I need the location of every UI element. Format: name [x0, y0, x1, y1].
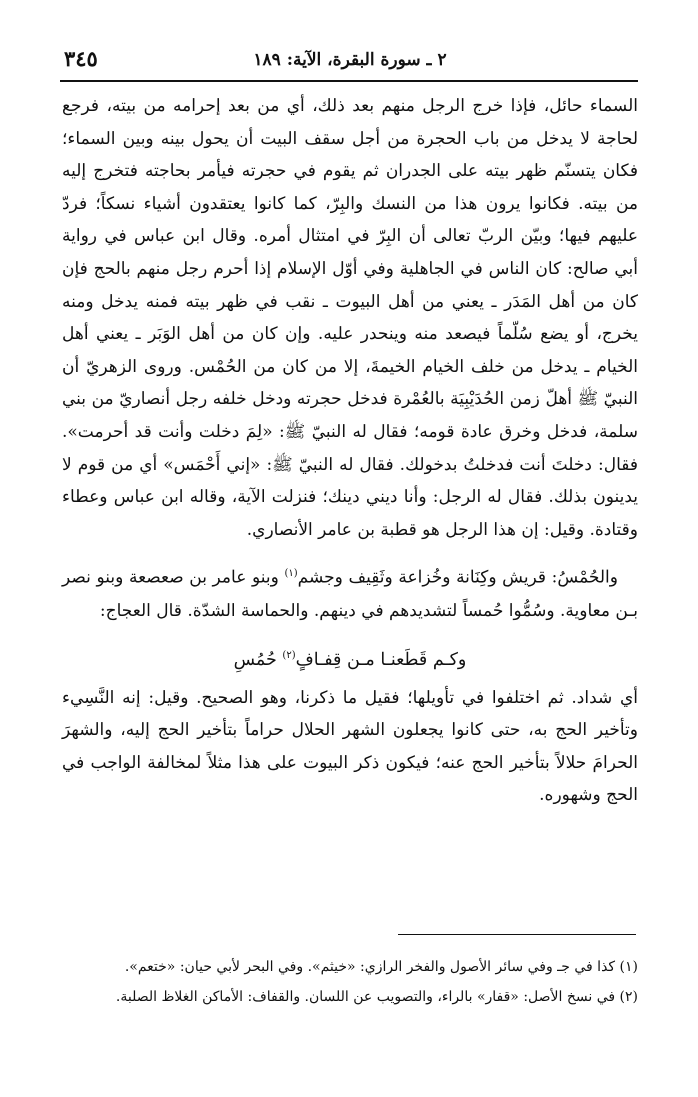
footnote-1: (١) كذا في جـ وفي سائر الأصول والفخر الرازي: «خيثم». وفي البحر لأبي حيان: «ختعم».	[124, 959, 638, 975]
footnote-separator	[398, 934, 636, 935]
paragraph-2-text-b: وبنو عامر بن صعصعة وبنو نصر بـن معاوية. وسُمُّوا حُمساً لتشديدهم في دينهم. والحماسة الشدّة. قال العجاج:	[62, 567, 638, 621]
footnote-marker-2: (٢)	[282, 650, 296, 662]
page-header	[64, 44, 636, 74]
page-number: ٣٤٥	[64, 46, 98, 71]
footnote-2: (٢) في نسخ الأصل: «قفار» بالراء، والتصويب عن اللسان. والقفاف: الأماكن الغلاظ الصلبة.	[115, 989, 638, 1005]
paragraph-2-text-a: والحُمْسُ: قريش وكِنَانة وخُزاعة وثَقِيف وجشم	[297, 567, 618, 588]
poetry-verse	[62, 640, 638, 676]
paragraph-2	[62, 558, 638, 627]
main-text	[62, 90, 638, 812]
footnote-marker-1: (١)	[284, 568, 298, 580]
verse-text-a: وكـم قَطَعنـا مـن قِفـافٍ	[295, 649, 467, 670]
paragraph-3: أي شداد. ثم اختلفوا في تأويلها؛ فقيل ما ذكرنا، وهو الصحيح. وقيل: إنه النَّسِيء وتأخير الحج به، حتى كانوا يجعلون الشهر الحلال حراماً بتأخير الحج إليه، والشهرَ الحرامَ حلالاً بتأخير الحج عنه؛ فيكون ذكر البيوت على هذا مثلاً لمخالفة الواجب في الحج وشهوره.	[62, 687, 638, 806]
paragraph-1: السماء حائل، فإذا خرج الرجل منهم بعد ذلك، أي من بعد إحرامه من بيته، فرجع لحاجة لا يدخل من باب الحجرة من أجل سقف البيت أن يحول بينه وبين السماء؛ فكان يتسنّم ظهر بيته على الجدران ثم يقوم في حجرته فيأمر بحاجته فتخرج إليه من بيته. فكانوا يرون هذا من النسك والبِرّ، كما كانوا يعتقدون أشياء نسكاً؛ فردّ عليهم فيها؛ وبيّن الربّ تعالى أن البِرّ في امتثال أمره. وقال ابن عباس في رواية أبي صالح: كان الناس في الجاهلية وفي أوّل الإسلام إذا أحرم رجل منهم بالحج فإن كان من أهل المَدَر ـ يعني من أهل البيوت ـ نقب في ظهر بيته فمنه يدخل ومنه يخرج، أو يضع سُلّماً فيصعد منه وينحدر عليه. وإن كان من أهل الوَبَر ـ يعني أهل الخيام ـ يدخل من خلف الخيام الخيمةَ، إلا من كان من الحُمْس. وروى الزهريّ أن النبيّ ﷺ أهلّ زمن الحُدَيْبِيَة بالعُمْرة فدخل حجرته ودخل خلفه رجل أنصاريّ من بني سلمة، فدخل وخرق عادة قومه؛ فقال له النبيّ ﷺ: «لِمَ دخلت وأنت قد أحرمت». فقال: دخلتَ أنت فدخلتُ بدخولك. فقال له النبيّ ﷺ: «إني أَحْمَس» أي من قوم لا يدينون بذلك. فقال له الرجل: وأنا ديني دينك؛ فنزلت الآية، وقاله ابن عباس وعطاء وقتادة. وقيل: إن هذا الرجل هو قطبة بن عامر الأنصاري.	[62, 96, 638, 540]
footnotes	[62, 952, 638, 1012]
header-rule	[60, 80, 638, 82]
verse-text-b: حُمُسِ	[233, 649, 283, 670]
running-title: ٢ ـ سورة البقرة، الآية: ١٨٩	[253, 50, 447, 70]
